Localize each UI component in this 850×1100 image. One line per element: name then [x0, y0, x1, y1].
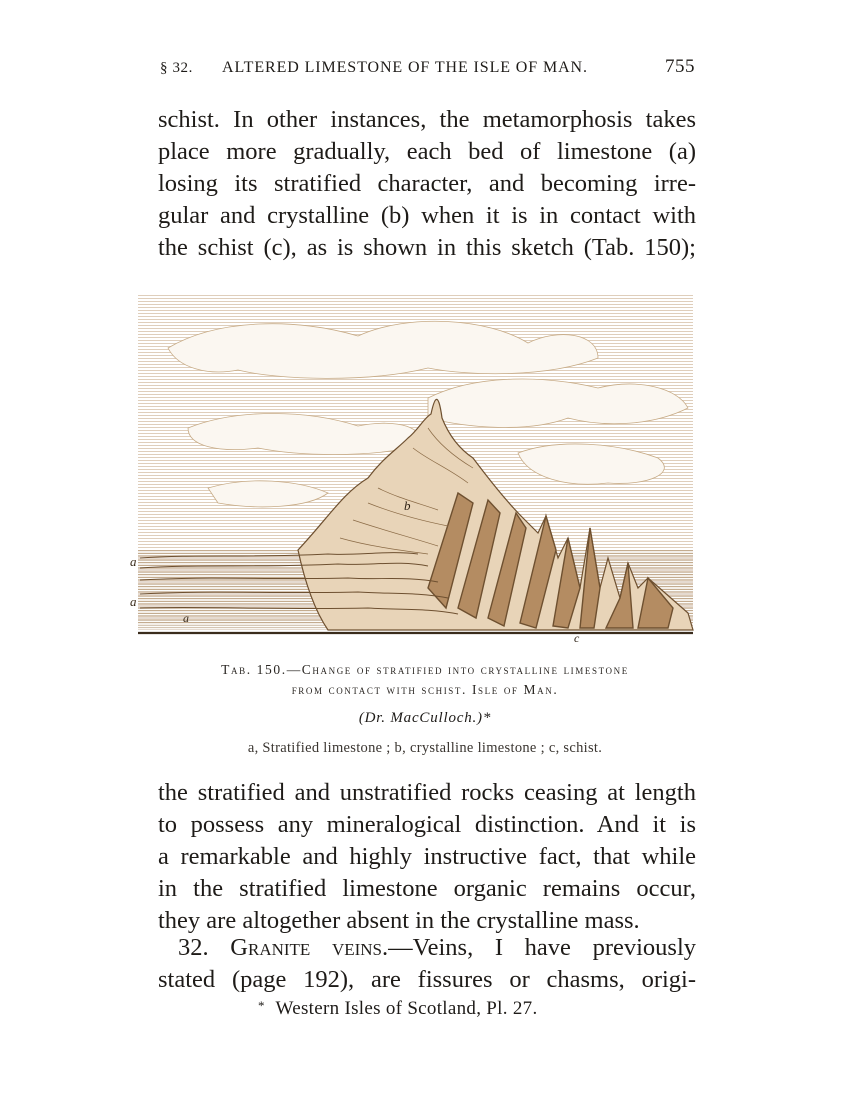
page-number: 755	[665, 56, 695, 77]
text-line: a remarkable and highly instructive fact, that while	[158, 843, 696, 870]
figure-label-b: b	[404, 498, 411, 513]
text-line: the schist (c), as is shown in this sketch (Tab. 150);	[158, 234, 696, 261]
engraving-illustration	[128, 288, 696, 648]
figure-caption-line-1	[130, 662, 720, 678]
figure-label-c: c	[574, 631, 580, 645]
figure-caption-line-2	[130, 682, 720, 698]
section-number: 32.	[178, 934, 209, 961]
footnote	[258, 998, 538, 1020]
text-line: in the stratified limestone organic remains occur,	[158, 875, 696, 902]
engraving-figure	[128, 288, 696, 648]
figure-label-a: a	[130, 594, 137, 609]
figure-label-a: a	[130, 554, 137, 569]
text-line: losing its stratified character, and becoming irre-	[158, 170, 696, 197]
section-heading: Granite veins.	[230, 934, 389, 961]
text-line: schist. In other instances, the metamorphosis takes	[158, 106, 696, 133]
text-line: to possess any mineralogical distinction. And it is	[158, 811, 696, 838]
caption-text: from contact with schist. Isle of Man.	[291, 682, 559, 697]
section-text: —Veins, I have previously	[388, 934, 696, 961]
paragraph-bottom	[158, 777, 696, 937]
footnote-text: Western Isles of Scotland, Pl. 27.	[275, 998, 538, 1019]
text-line: they are altogether absent in the crystalline mass.	[158, 907, 640, 934]
section-32	[158, 932, 696, 996]
text-line: place more gradually, each bed of limestone (a)	[158, 138, 696, 165]
caption-text: Tab. 150.—Change of stratified into crystalline limestone	[221, 662, 629, 677]
footnote-mark: *	[258, 998, 265, 1013]
text-line: stated (page 192), are fissures or chasms, origi-	[158, 966, 696, 993]
running-head-section: § 32.	[160, 60, 193, 76]
figure-label-a: a	[183, 611, 189, 625]
figure-credit: (Dr. MacCulloch.)*	[358, 710, 492, 726]
section-first-line	[158, 932, 696, 964]
text-line: the stratified and unstratified rocks ceasing at length	[158, 779, 696, 806]
running-head	[160, 56, 695, 86]
running-head-title: ALTERED LIMESTONE OF THE ISLE OF MAN.	[222, 59, 588, 76]
text-line: gular and crystalline (b) when it is in contact with	[158, 202, 696, 229]
figure-legend: a, Stratified limestone ; b, crystalline limestone ; c, schist.	[247, 740, 603, 756]
paragraph-top	[158, 104, 696, 264]
